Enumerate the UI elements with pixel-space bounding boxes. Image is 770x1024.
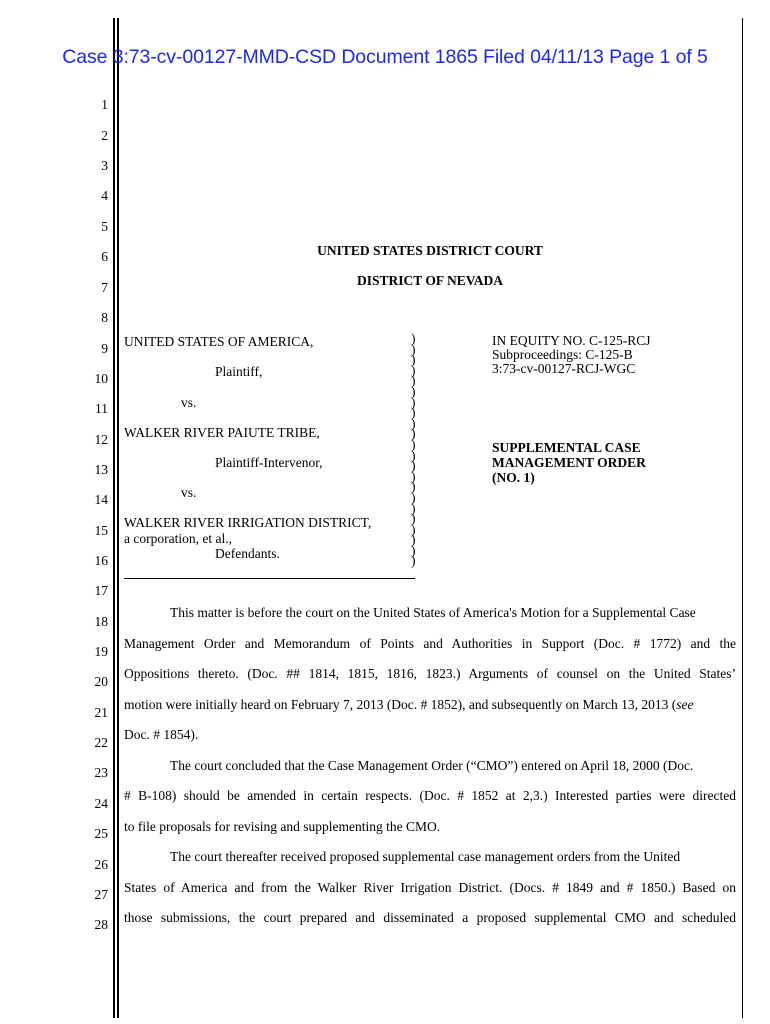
caption-paren-column: ) ) ) ) ) ) ) ) ) ) ) ) ) ) ) ) ) ) ) ) ) ) [411, 331, 416, 569]
line-number: 5 [101, 219, 108, 234]
body-line-24: # B-108) should be amended in certain respects. (Doc. # 1852 at 2,3.) Interested parties were directed [124, 788, 736, 803]
order-title-line-2: MANAGEMENT ORDER [492, 455, 646, 470]
body-line-18: This matter is before the court on the United States of America's Motion for a Supplemental Case [170, 605, 696, 620]
left-margin-rule-inner [117, 18, 119, 1018]
subproceedings-number: Subproceedings: C-125-B [492, 347, 633, 362]
line-number: 11 [95, 401, 108, 416]
line-number: 15 [94, 523, 108, 538]
line-number: 20 [94, 674, 108, 689]
right-margin-rule [742, 18, 743, 1018]
line-number: 17 [94, 583, 108, 598]
body-line-23: The court concluded that the Case Management Order (“CMO”) entered on April 18, 2000 (Doc. [170, 758, 694, 773]
filing-header-stamp: Case 3:73-cv-00127-MMD-CSD Document 1865 Filed 04/11/13 Page 1 of 5 [62, 46, 708, 68]
caption-underline [124, 578, 415, 579]
line-number: 19 [94, 644, 108, 659]
civil-case-number: 3:73-cv-00127-RCJ-WGC [492, 361, 636, 376]
body-line-25: to file proposals for revising and supplementing the CMO. [124, 819, 441, 834]
body-line-20: Oppositions thereto. (Doc. ## 1814, 1815, 1816, 1823.) Arguments of counsel on the United States’ [124, 666, 736, 681]
line-number: 4 [101, 188, 108, 203]
line-number: 2 [101, 128, 108, 143]
caption-role-defendant: Defendants. [215, 546, 280, 561]
caption-vs-1: vs. [181, 395, 197, 410]
line-number: 21 [94, 705, 108, 720]
case-number: IN EQUITY NO. C-125-RCJ [492, 333, 651, 348]
body-line-27: States of America and from the Walker River Irrigation District. (Docs. # 1849 and # 1850.) Based on [124, 880, 736, 895]
caption-vs-2: vs. [181, 485, 197, 500]
line-number: 14 [94, 492, 108, 507]
body-line-28: those submissions, the court prepared and disseminated a proposed supplemental CMO and scheduled [124, 910, 736, 925]
court-district: DISTRICT OF NEVADA [356, 273, 504, 288]
line-number: 24 [94, 796, 108, 811]
body-line-22: Doc. # 1854). [124, 727, 199, 742]
caption-party-intervenor: WALKER RIVER PAIUTE TRIBE, [124, 425, 320, 440]
line-number: 8 [101, 310, 108, 325]
line-number: 12 [94, 432, 108, 447]
caption-role-intervenor: Plaintiff-Intervenor, [215, 455, 323, 470]
caption-party-defendant: WALKER RIVER IRRIGATION DISTRICT, [124, 515, 372, 530]
line-number: 3 [101, 158, 108, 173]
line-number: 28 [94, 917, 108, 932]
line-number: 1 [101, 97, 108, 112]
line-number: 27 [94, 887, 108, 902]
caption-party-defendant-cont: a corporation, et al., [124, 531, 232, 546]
line-number: 25 [94, 826, 108, 841]
line-number: 9 [101, 341, 108, 356]
line-number: 6 [101, 249, 108, 264]
body-line-26: The court thereafter received proposed supplemental case management orders from the United [170, 849, 681, 864]
body-line-19: Management Order and Memorandum of Points and Authorities in Support (Doc. # 1772) and the [124, 636, 736, 651]
line-number: 10 [94, 371, 108, 386]
line-number: 7 [101, 280, 108, 295]
left-margin-rule-outer [113, 18, 115, 1018]
order-title-line-3: (NO. 1) [492, 470, 535, 485]
line-number: 16 [94, 553, 108, 568]
line-number: 18 [94, 614, 108, 629]
caption-party-plaintiff: UNITED STATES OF AMERICA, [124, 334, 314, 349]
caption-role-plaintiff: Plaintiff, [215, 364, 263, 379]
order-title-line-1: SUPPLEMENTAL CASE [492, 440, 641, 455]
line-number: 13 [94, 462, 108, 477]
line-number: 22 [94, 735, 108, 750]
line-number: 23 [94, 765, 108, 780]
body-line-21-see: see [676, 697, 694, 712]
body-line-21-text: motion were initially heard on February 7, 2013 (Doc. # 1852), and subsequently on March 13, 2013 ( [124, 697, 677, 712]
line-number: 26 [94, 857, 108, 872]
body-line-21 [124, 697, 736, 713]
court-name: UNITED STATES DISTRICT COURT [317, 243, 543, 258]
